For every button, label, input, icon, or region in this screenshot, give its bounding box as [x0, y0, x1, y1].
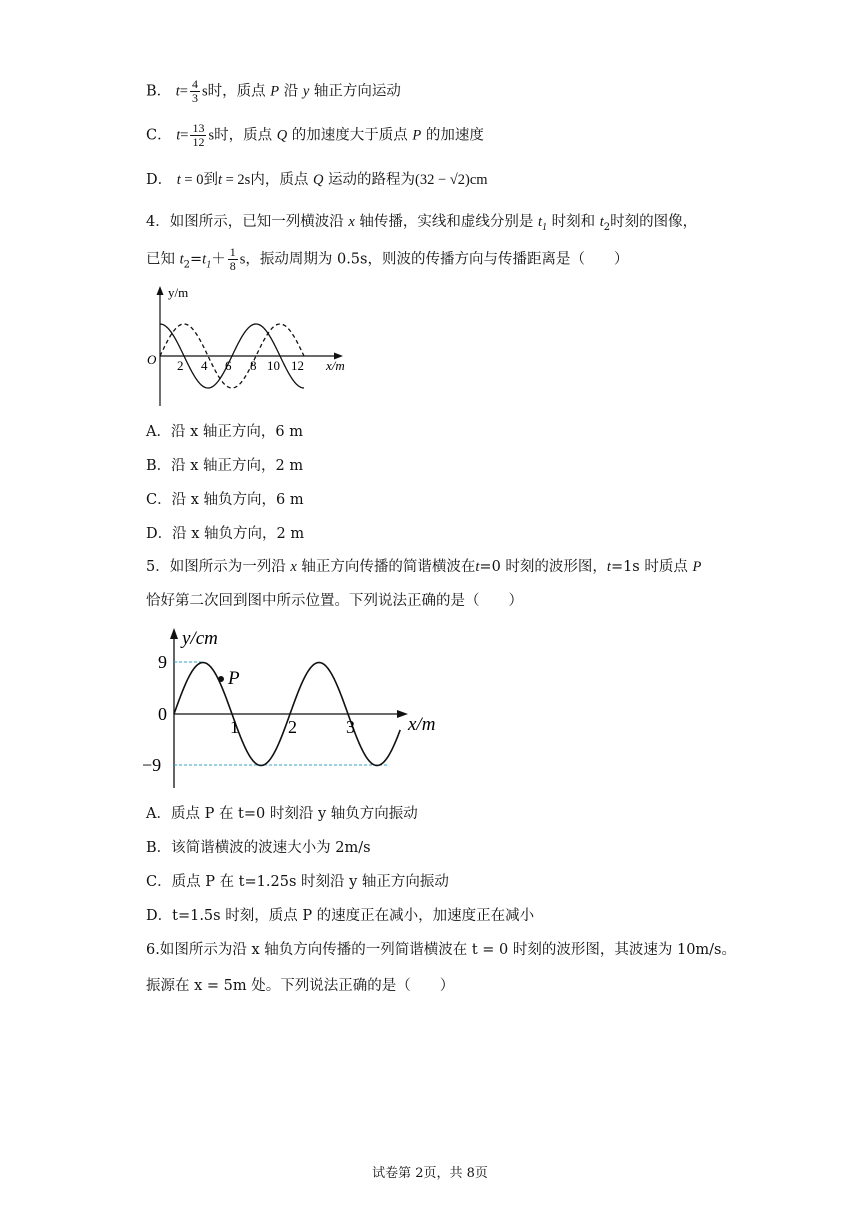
q4-option-a: A．沿 x 轴正方向，6 m: [146, 424, 303, 440]
frac-num: 1: [229, 245, 236, 259]
text: 轴传播，实线和虚线分别是: [359, 214, 534, 230]
q6-stem-line2: 振源在 x = 5m 处。下列说法正确的是（ ）: [146, 978, 455, 994]
frac-den: 8: [229, 259, 236, 273]
x-tick-10: 10: [267, 358, 280, 373]
q4-stem-line2: [146, 246, 628, 275]
y-axis-arrow: [170, 628, 178, 639]
value: = 0: [180, 172, 204, 188]
text: 5．如图所示为一列沿: [146, 559, 286, 575]
var-t: t: [599, 214, 604, 230]
text: 时刻的图像，: [610, 214, 698, 230]
eq-sign: =: [190, 251, 203, 268]
text: 时刻和: [551, 214, 596, 230]
eq-sign: =: [180, 127, 189, 144]
text: 时，质点: [214, 127, 273, 144]
q5-stem-line2: 恰好第二次回到图中所示位置。下列说法正确的是（ ）: [146, 593, 523, 609]
unit: s: [208, 127, 215, 144]
var-p: P: [692, 559, 702, 575]
q4-option-d: D．沿 x 轴负方向，2 m: [146, 526, 305, 542]
x-tick-2: 2: [177, 358, 184, 373]
q4-wave-graph: [140, 282, 370, 412]
var-t: t: [176, 172, 181, 188]
eq-sign: =: [179, 83, 188, 100]
unit: s: [201, 83, 208, 100]
q5-option-a: A．质点 P 在 t=0 时刻沿 y 轴负方向振动: [146, 806, 418, 822]
var-y: y: [302, 83, 310, 100]
q5-stem-line1: [146, 557, 701, 577]
text: ，振动周期为 0.5s，则波的传播方向与传播距离是（ ）: [245, 251, 629, 268]
x-tick-4: 4: [201, 358, 208, 373]
x-tick-6: 6: [225, 358, 232, 373]
value: = 2s: [222, 172, 251, 188]
text: 时，质点: [207, 83, 266, 100]
frac-num: 13: [192, 121, 205, 135]
q4-option-c: C．沿 x 轴负方向，6 m: [146, 492, 304, 508]
var-q: Q: [312, 172, 324, 188]
unit: s: [239, 251, 246, 268]
frac-den: 12: [192, 135, 205, 149]
y-axis-arrow: [157, 286, 164, 295]
q4-option-b: B．沿 x 轴正方向，2 m: [146, 458, 304, 474]
page-footer: 试卷第 2页，共 8页: [372, 1166, 488, 1181]
text: 已知: [146, 251, 175, 268]
q3-option-c: [146, 122, 484, 149]
text: =0 时刻的波形图，: [479, 559, 607, 575]
expression: (32 − √2)cm: [415, 172, 488, 188]
option-label: D．: [146, 172, 173, 188]
var-p: P: [270, 83, 280, 100]
y-tick-0: 0: [158, 704, 167, 724]
var-t: t: [179, 251, 184, 268]
subscript: 2: [603, 221, 611, 233]
frac-num: 4: [191, 77, 198, 91]
frac-den: 3: [191, 91, 198, 105]
y-tick-neg9: −9: [142, 755, 162, 775]
origin-label: O: [147, 352, 157, 367]
fraction: [190, 122, 206, 149]
text: 的加速度大于质点: [291, 127, 408, 144]
text: 轴正方向运动: [313, 83, 401, 100]
var-x: x: [290, 559, 297, 575]
option-label: B．: [146, 83, 172, 100]
q3-option-b: [146, 78, 401, 105]
var-t: t: [475, 559, 480, 575]
q5-option-b: B．该简谐横波的波速大小为 2m/s: [146, 840, 371, 856]
q5-option-d: D．t=1.5s 时刻，质点 P 的速度正在减小，加速度正在减小: [146, 908, 535, 924]
text: 沿: [283, 83, 299, 100]
text: =1s 时质点: [610, 559, 688, 575]
q5-option-c: C．质点 P 在 t=1.25s 时刻沿 y 轴正方向振动: [146, 874, 449, 890]
var-t: t: [176, 127, 181, 144]
subscript: 1: [206, 259, 212, 271]
x-tick-1: 1: [230, 717, 239, 737]
fraction: [190, 78, 200, 105]
var-p: P: [412, 127, 422, 144]
text: 轴正方向传播的简谐横波在: [301, 559, 476, 575]
y-tick-9: 9: [158, 652, 167, 672]
text: 运动的路程为: [328, 172, 416, 188]
point-p-marker: [218, 676, 224, 682]
point-p-label: P: [228, 668, 240, 689]
q4-stem-line1: [146, 212, 697, 238]
x-axis-label: x/m: [408, 714, 436, 735]
fraction: [228, 246, 238, 273]
var-x: x: [348, 214, 355, 230]
var-t: t: [606, 559, 611, 575]
y-axis-label: y/m: [168, 285, 189, 300]
text: 到: [203, 172, 218, 188]
y-axis-label: y/cm: [182, 628, 218, 649]
var-t: t: [202, 251, 207, 268]
q5-wave-graph: [140, 622, 460, 790]
var-q: Q: [276, 127, 288, 144]
x-tick-2: 2: [288, 717, 297, 737]
x-tick-12: 12: [291, 358, 304, 373]
option-label: C．: [146, 127, 172, 144]
var-t: t: [538, 214, 543, 230]
var-t: t: [175, 83, 180, 100]
text: 4．如图所示，已知一列横波沿: [146, 214, 344, 230]
x-tick-3: 3: [346, 717, 355, 737]
x-axis-label: x/m: [326, 358, 345, 373]
text: 的加速度: [425, 127, 484, 144]
x-tick-8: 8: [250, 358, 257, 373]
x-axis-arrow: [397, 710, 408, 718]
q6-stem-line1: 6.如图所示为沿 x 轴负方向传播的一列简谐横波在 t = 0 时刻的波形图，其波速为 10m/s。: [146, 942, 737, 958]
subscript: 2: [183, 259, 191, 271]
q3-option-d: [146, 170, 488, 190]
text: 内，质点: [250, 172, 309, 188]
var-t: t: [217, 172, 222, 188]
plus-sign: ＋: [211, 251, 226, 268]
subscript: 1: [542, 221, 548, 233]
